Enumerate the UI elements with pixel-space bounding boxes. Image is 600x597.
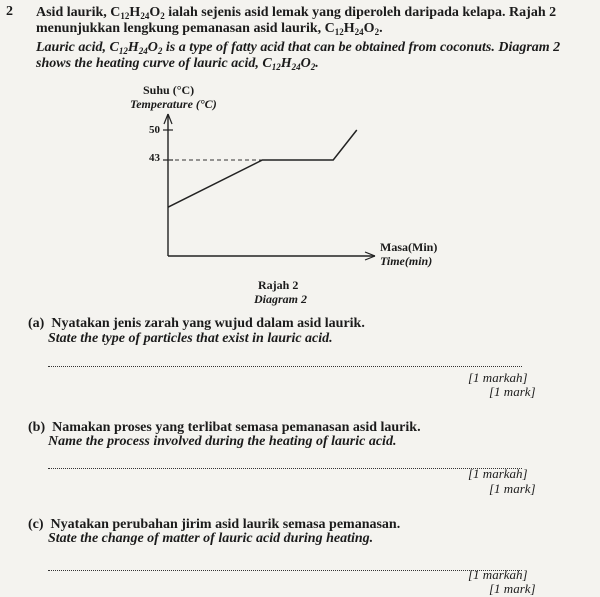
y-axis-label-malay: Suhu (°C) [143,83,195,97]
y-tick-label-43: 43 [149,152,160,164]
part-b-mark-malay: [1 markah] [468,466,528,481]
x-axis-label-english: Time(min) [380,254,433,268]
intro-malay-line-1: Asid laurik, $C_{12}H_{24}O_2$ ialah sejenis asid lemak yang diperoleh daripada kelapa. Rajah 2 [36,5,557,21]
x-axis-label-malay: Masa(Min) [380,240,438,254]
part-a-malay: (a) Nyatakan jenis zarah yang wujud dalam asid laurik. [28,316,365,331]
y-tick-label-50: 50 [149,124,160,136]
part-a-mark-malay: [1 markah] [468,370,528,385]
part-c-mark-malay: [1 markah] [468,567,528,582]
diagram-caption-english: Diagram 2 [254,292,308,306]
question-number: 2 [6,4,13,19]
intro-english-line-2: shows the heating curve of lauric acid, $C_{12}H_{24}O_2$. [36,56,319,72]
intro-malay-line-2: menunjukkan lengkung pemanasan asid laurik, $C_{12}H_{24}O_2$. [36,21,383,37]
intro-english-line-1: Lauric acid, $C_{12}H_{24}O_2$ is a type of fatty acid that can be obtained from coconuts. Diagram 2 [36,40,561,56]
part-c-answer-line[interactable] [48,570,522,571]
part-b-answer-line[interactable] [48,468,522,469]
heating-curve-line [168,130,357,207]
part-c-mark-english: [1 mark] [489,581,536,596]
part-b-malay: (b) Namakan proses yang terlibat semasa pemanasan asid laurik. [28,420,421,435]
part-a-answer-line[interactable] [48,366,522,367]
part-a-mark-english: [1 mark] [489,384,536,399]
part-a-english: State the type of particles that exist in lauric acid. [48,331,333,346]
part-b-english: Name the process involved during the heating of lauric acid. [48,434,397,449]
part-c-malay: (c) Nyatakan perubahan jirim asid laurik semasa pemanasan. [28,517,401,532]
part-c-english: State the change of matter of lauric acid during heating. [48,531,374,546]
part-b-mark-english: [1 mark] [489,481,536,496]
y-axis-label-english: Temperature (°C) [130,97,217,111]
diagram-caption-malay: Rajah 2 [258,278,299,292]
